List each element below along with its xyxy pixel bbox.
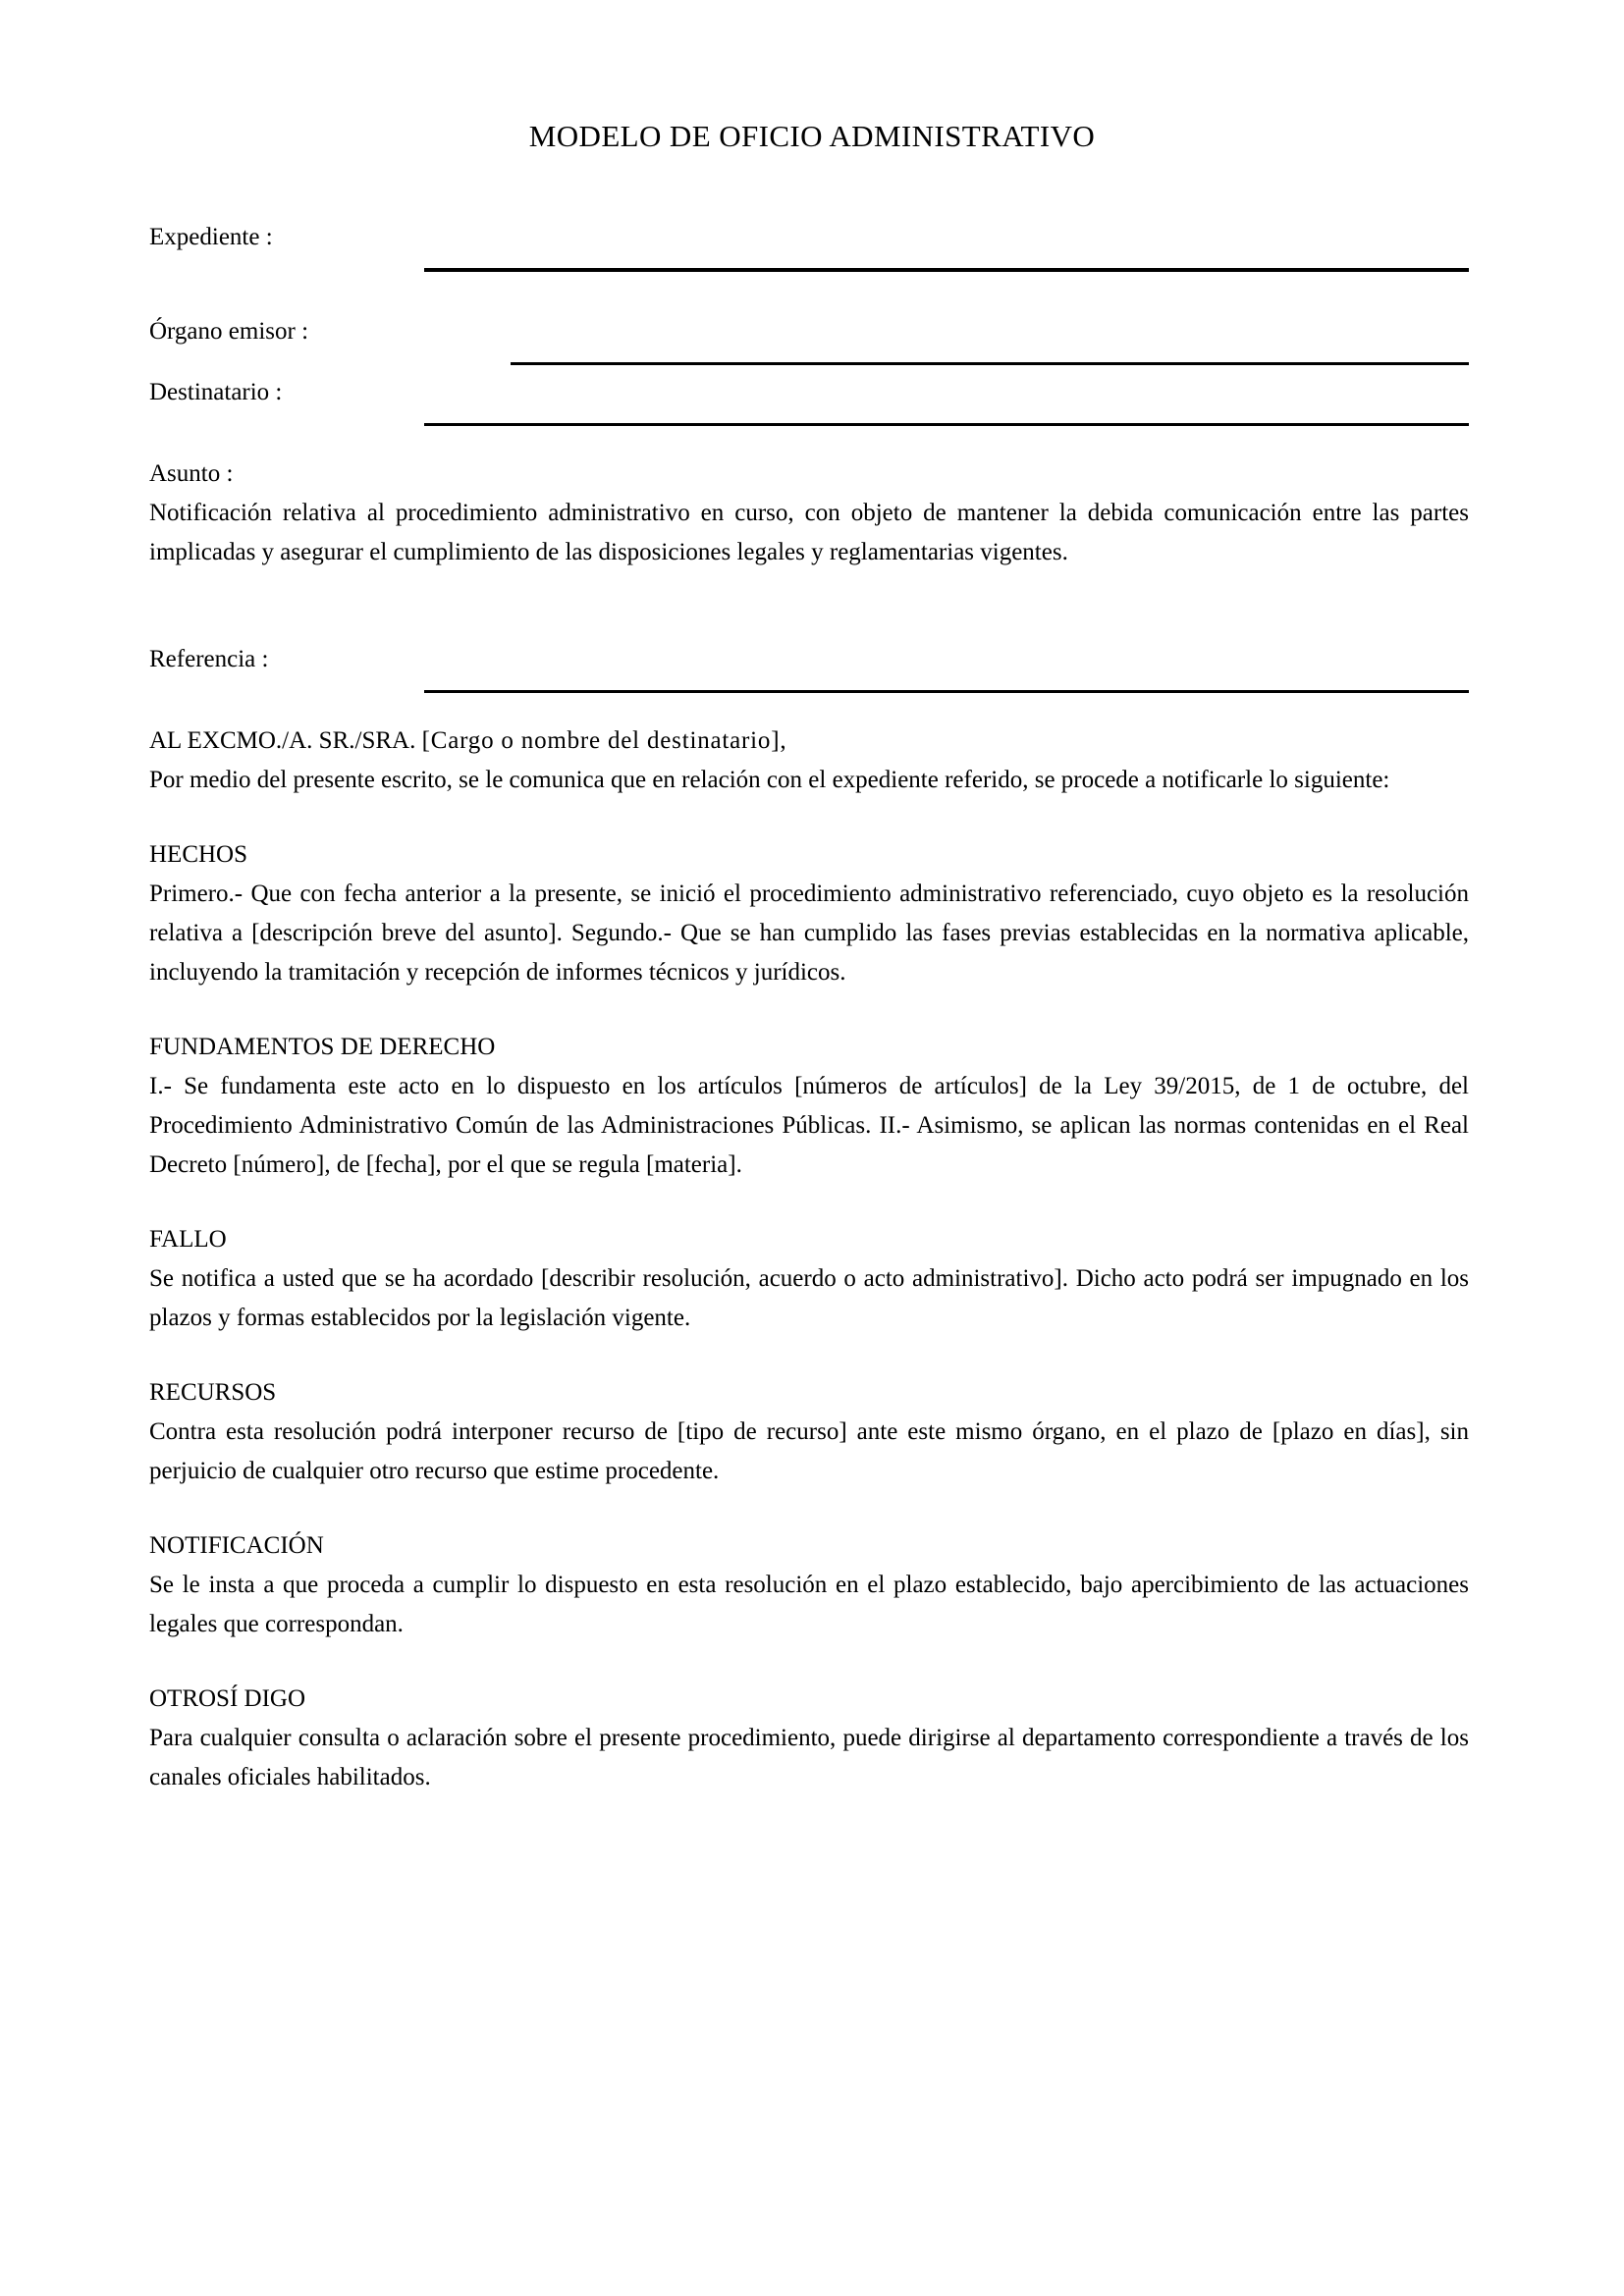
section-heading-hechos: HECHOS <box>149 841 248 868</box>
spacer <box>149 572 1469 643</box>
document-body <box>149 221 1469 1797</box>
field-organo-emisor-label: Órgano emisor : <box>149 318 309 345</box>
field-referencia-label: Referencia : <box>149 646 269 672</box>
spacer <box>149 437 1469 454</box>
field-referencia <box>149 643 1469 704</box>
section-heading-fundamentos: FUNDAMENTOS DE DERECHO <box>149 1034 496 1060</box>
section-text-otrosi: Para cualquier consulta o aclaración sobre el presente procedimiento, puede dirigirse al departamento correspondiente a través de los canales oficiales habilitados. <box>149 1725 1469 1790</box>
spacer <box>149 1491 1469 1526</box>
field-organo-emisor <box>149 315 1469 376</box>
field-expediente-rule[interactable] <box>424 268 1469 272</box>
field-organo-emisor-rule[interactable] <box>511 362 1469 365</box>
section-text-recursos: Contra esta resolución podrá interponer recurso de [tipo de recurso] ante este mismo órgano, en el plazo de [plazo en días], sin perjuicio de cualquier otro recurso que estime procedente. <box>149 1418 1469 1484</box>
spacer <box>149 282 1469 315</box>
section-text-fundamentos: I.- Se fundamenta este acto en lo dispuesto en los artículos [números de artículos] de la Ley 39/2015, de 1 de octubre, del Procedimiento Administrativo Común de las Administraciones Públicas. II.- Asimismo, se aplican las normas contenidas en el Real Decreto [número], de [fecha], por el que se regula [materia]. <box>149 1073 1469 1178</box>
spacer <box>149 1644 1469 1680</box>
section-text-fallo: Se notifica a usted que se ha acordado [describir resolución, acuerdo o acto administrativo]. Dicho acto podrá ser impugnado en los plazos y formas establecidos por la legislación vigente. <box>149 1265 1469 1331</box>
intro-paragraph: Por medio del presente escrito, se le comunica que en relación con el expediente referido, se procede a notificarle lo siguiente: <box>149 767 1390 793</box>
spacer <box>149 1185 1469 1220</box>
field-expediente-label: Expediente : <box>149 224 273 250</box>
section-heading-fallo: FALLO <box>149 1226 227 1253</box>
section-heading-notificacion: NOTIFICACIÓN <box>149 1532 324 1559</box>
spacer <box>149 1338 1469 1373</box>
field-asunto-label: Asunto : <box>149 460 234 487</box>
addressee-line <box>149 721 1469 761</box>
spacer <box>149 800 1469 835</box>
section-text-hechos: Primero.- Que con fecha anterior a la presente, se inició el procedimiento administrativo referenciado, cuyo objeto es la resolución relativa a [descripción breve del asunto]. Segundo.- Que se han cumplido las fases previas establecidas en la normativa aplicable, incluyendo la tramitación y recepción de informes técnicos y jurídicos. <box>149 881 1469 986</box>
spacer <box>149 704 1469 721</box>
section-heading-recursos: RECURSOS <box>149 1379 277 1406</box>
section-heading-otrosi: OTROSÍ DIGO <box>149 1685 306 1712</box>
field-destinatario-label: Destinatario : <box>149 379 283 405</box>
asunto-text: Notificación relativa al procedimiento administrativo en curso, con objeto de mantener la debida comunicación entre las partes implicadas y asegurar el cumplimiento de las disposiciones legales y reglamentarias vigentes. <box>149 500 1469 565</box>
field-referencia-rule[interactable] <box>424 690 1469 693</box>
addressee-prefix: AL EXCMO./A. SR./SRA. <box>149 727 422 754</box>
field-expediente <box>149 221 1469 282</box>
section-text-notificacion: Se le insta a que proceda a cumplir lo dispuesto en esta resolución en el plazo establecido, bajo apercibimiento de las actuaciones legales que correspondan. <box>149 1572 1469 1637</box>
spacer <box>149 992 1469 1028</box>
addressee-placeholder: [Cargo o nombre del destinatario], <box>421 727 787 754</box>
page-title: MODELO DE OFICIO ADMINISTRATIVO <box>528 119 1096 153</box>
field-destinatario <box>149 376 1469 437</box>
field-destinatario-rule[interactable] <box>424 423 1469 426</box>
